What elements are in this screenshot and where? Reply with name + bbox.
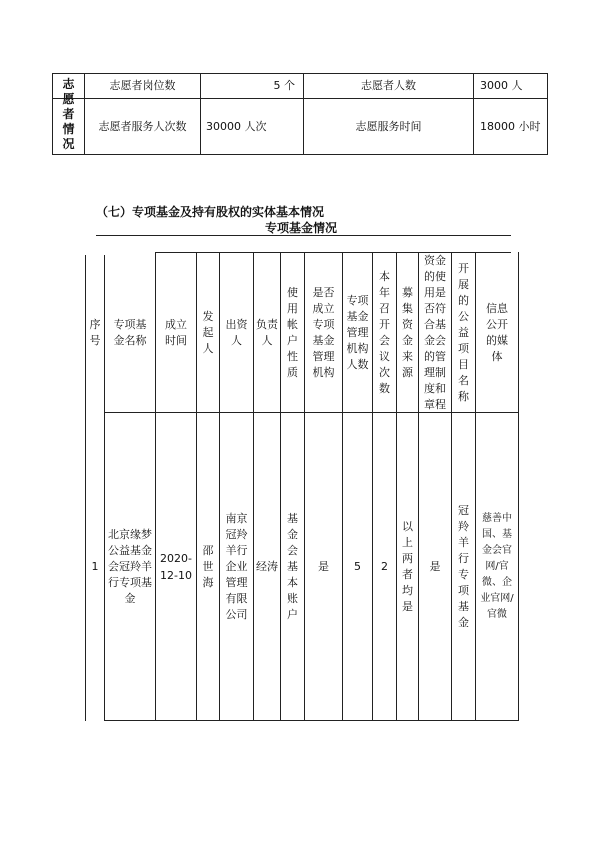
header-investor: 出资人 bbox=[225, 317, 248, 347]
row-compliance: 是 bbox=[429, 559, 441, 573]
row-fund-name: 北京缘梦公益基金会冠羚羊行专项基金 bbox=[108, 527, 152, 605]
volunteer-section-label: 志愿者情况 bbox=[62, 76, 75, 151]
header-compliance: 资金的使用是否符合基金会的管理制度和章程 bbox=[424, 253, 446, 411]
header-account-type: 使用帐户性质 bbox=[287, 285, 298, 379]
volunteer-post-value: 5 个 bbox=[273, 79, 295, 92]
row-projects: 冠羚羊行专项基金 bbox=[458, 503, 469, 629]
row-disclosure-media: 慈善中国、基金会官网/官微、企业官网/官微 bbox=[480, 512, 514, 620]
header-projects: 开展的公益项目名称 bbox=[458, 261, 469, 403]
row-established: 2020-12-10 bbox=[160, 551, 192, 582]
row-committee-members: 5 bbox=[354, 559, 361, 573]
header-management-committee: 是否成立专项基金管理机构 bbox=[312, 285, 335, 379]
header-initiator: 发起人 bbox=[202, 309, 214, 355]
header-established: 成立时间 bbox=[165, 317, 187, 347]
row-investor: 南京冠羚羊行企业管理有限公司 bbox=[225, 511, 248, 621]
row-meetings: 2 bbox=[381, 559, 388, 573]
title-rule bbox=[96, 235, 511, 236]
row-account-type: 基金会基本账户 bbox=[287, 511, 298, 621]
volunteer-service-label: 志愿者服务人次数 bbox=[98, 119, 187, 133]
row-management-committee: 是 bbox=[318, 559, 329, 573]
header-responsible: 负责人 bbox=[256, 317, 278, 347]
row-seq: 1 bbox=[91, 559, 99, 573]
volunteer-time-label: 志愿服务时间 bbox=[355, 119, 422, 133]
header-fund-name: 专项基金名称 bbox=[113, 317, 147, 347]
header-fund-source: 募集资金来源 bbox=[402, 285, 413, 379]
volunteer-time-value: 18000 小时 bbox=[480, 120, 541, 133]
header-seq: 序号 bbox=[89, 317, 101, 347]
volunteer-service-value: 30000 人次 bbox=[206, 119, 267, 133]
header-disclosure-media: 信息公开的媒体 bbox=[486, 301, 508, 363]
section-heading: （七）专项基金及持有股权的实体基本情况 bbox=[96, 205, 325, 219]
row-responsible: 经涛 bbox=[256, 559, 278, 573]
row-fund-source: 以上两者均是 bbox=[402, 519, 413, 613]
table-title: 专项基金情况 bbox=[264, 221, 337, 235]
row-initiator: 邵世海 bbox=[202, 543, 214, 589]
volunteer-count-value: 3000 人 bbox=[480, 79, 523, 92]
header-committee-members: 专项基金管理机构人数 bbox=[346, 293, 369, 371]
volunteer-count-label: 志愿者人数 bbox=[361, 79, 416, 92]
header-meetings: 本年召开会议次数 bbox=[379, 269, 390, 395]
volunteer-post-label: 志愿者岗位数 bbox=[109, 79, 176, 92]
